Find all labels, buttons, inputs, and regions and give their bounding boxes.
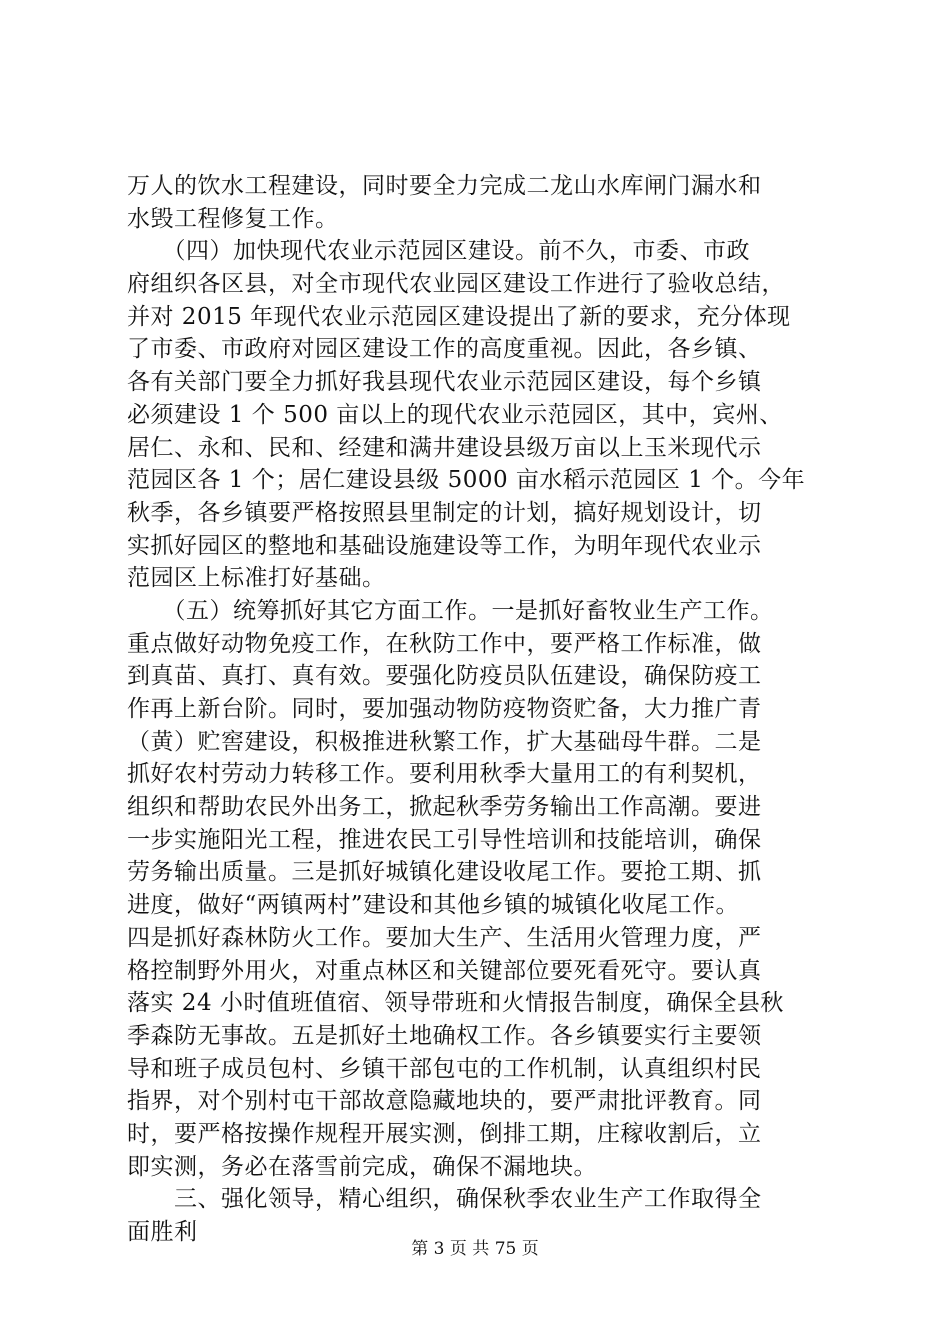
text-line: 抓好农村劳动力转移工作。要利用秋季大量用工的有利契机， <box>127 761 762 788</box>
text-line: 秋季，各乡镇要严格按照县里制定的计划，搞好规划设计，切 <box>127 499 762 526</box>
text-line: 落实 24 小时值班值宿、领导带班和火情报告制度，确保全县秋 <box>127 990 784 1017</box>
text-line: 范园区各 1 个；居仁建设县级 5000 亩水稻示范园区 1 个。今年 <box>127 467 806 494</box>
text-line: 作再上新台阶。同时，要加强动物防疫物资贮备，大力推广青 <box>127 696 762 722</box>
text-line: 水毁工程修复工作。 <box>127 205 339 232</box>
text-line: 府组织各区县，对全市现代农业园区建设工作进行了验收总结， <box>127 271 785 298</box>
text-line: 并对 2015 年现代农业示范园区建设提出了新的要求，充分体现 <box>127 303 791 330</box>
text-line: 时，要严格按操作规程开展实测，倒排工期，庄稼收割后，立 <box>127 1120 762 1147</box>
text-line: 实抓好园区的整地和基础设施建设等工作，为明年现代农业示 <box>127 532 762 559</box>
text-line: 即实测，务必在落雪前完成，确保不漏地块。 <box>127 1153 597 1180</box>
text-line: 一步实施阳光工程，推进农民工引导性培训和技能培训，确保 <box>127 826 762 853</box>
text-line: 指界，对个别村屯干部故意隐藏地块的，要严肃批评教育。同 <box>127 1088 762 1115</box>
text-line: （五）统筹抓好其它方面工作。一是抓好畜牧业生产工作。 <box>127 597 774 624</box>
text-line: （四）加快现代农业示范园区建设。前不久，市委、市政 <box>127 238 750 265</box>
section-heading-line: 面胜利 <box>127 1219 198 1245</box>
text-line: 四是抓好森林防火工作。要加大生产、生活用火管理力度，严 <box>127 924 762 951</box>
text-line: 各有关部门要全力抓好我县现代农业示范园区建设，每个乡镇 <box>127 369 762 396</box>
text-line: 季森防无事故。五是抓好土地确权工作。各乡镇要实行主要领 <box>127 1022 762 1049</box>
text-line: 导和班子成员包村、乡镇干部包屯的工作机制，认真组织村民 <box>127 1055 762 1082</box>
text-line: 到真苗、真打、真有效。要强化防疫员队伍建设，确保防疫工 <box>127 663 762 690</box>
text-line: 格控制野外用火，对重点林区和关键部位要死看死守。要认真 <box>127 957 762 984</box>
page-number-footer: 第 3 页 共 75 页 <box>411 1239 539 1259</box>
text-line: 了市委、市政府对园区建设工作的高度重视。因此，各乡镇、 <box>127 336 762 363</box>
text-line: 进度，做好“两镇两村”建设和其他乡镇的城镇化收尾工作。 <box>127 892 740 919</box>
text-line: 必须建设 1 个 500 亩以上的现代农业示范园区，其中，宾州、 <box>127 401 783 428</box>
text-line: 重点做好动物免疫工作，在秋防工作中，要严格工作标准，做 <box>127 630 762 657</box>
text-line: 劳务输出质量。三是抓好城镇化建设收尾工作。要抢工期、抓 <box>127 859 762 886</box>
text-line: 居仁、永和、民和、经建和满井建设县级万亩以上玉米现代示 <box>127 434 762 461</box>
text-line: 范园区上标准打好基础。 <box>127 565 386 592</box>
section-heading-line: 三、强化领导，精心组织，确保秋季农业生产工作取得全 <box>127 1186 762 1213</box>
text-line: （黄）贮窖建设，积极推进秋繁工作，扩大基础母牛群。二是 <box>127 728 762 755</box>
text-line: 组织和帮助农民外出务工，掀起秋季劳务输出工作高潮。要进 <box>127 794 762 821</box>
text-line: 万人的饮水工程建设，同时要全力完成二龙山水库闸门漏水和 <box>127 173 762 199</box>
body-text <box>127 170 827 1249</box>
